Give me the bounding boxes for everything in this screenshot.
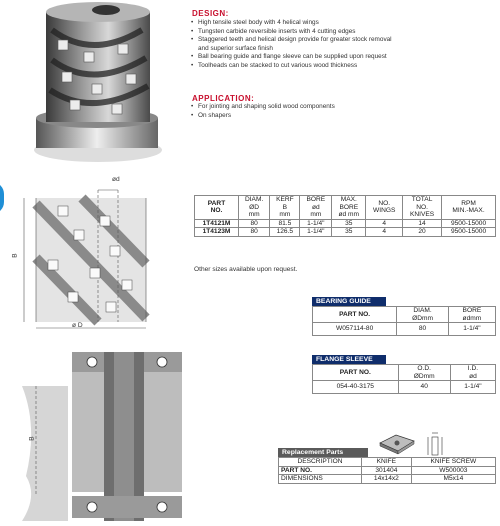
cell: 1-1/4" (300, 228, 332, 237)
list-item-continuation: and superior surface finish (198, 44, 273, 52)
header-text: DIAM. (413, 307, 432, 314)
col-max-bore (332, 196, 366, 220)
list-item: • Toolheads can be stacked to cut various wood thickness (191, 62, 496, 71)
availability-note: Other sizes available upon request. (194, 266, 298, 273)
header-text: ødmm (462, 314, 482, 322)
cell: 1T4123M (195, 228, 239, 237)
cross-section-drawing (18, 346, 183, 521)
cell: 20 (403, 228, 442, 237)
flange-sleeve-box (312, 355, 496, 394)
cell: 1T4121M (195, 219, 239, 228)
table-row (313, 323, 496, 336)
list-item (191, 45, 496, 54)
header-cell: PART NO. (313, 365, 399, 381)
cell: 40 (398, 381, 450, 394)
header-text: DIAM. (244, 196, 264, 203)
col-diam (239, 196, 270, 220)
cell: 80 (397, 323, 449, 336)
list-item: • Ball bearing guide and flange sleeve can be supplied upon request (191, 53, 496, 62)
header-text: BORE (462, 307, 482, 314)
flange-sleeve-title: FLANGE SLEEVE (312, 355, 386, 364)
replacement-parts-table (278, 457, 496, 484)
specs-table (194, 195, 496, 237)
cell: 35 (332, 228, 366, 237)
header-text: PART (207, 199, 226, 207)
cell: 80 (239, 219, 270, 228)
header-text: BORE (306, 196, 326, 203)
list-item: • On shapers (191, 112, 496, 121)
cell: 1-1/4" (448, 323, 495, 336)
header-text: mm (279, 211, 291, 219)
table-row (279, 466, 496, 475)
cell: 1-1/4" (300, 219, 332, 228)
header-text: WINGS (373, 207, 396, 215)
header-text: KNIVES (409, 211, 435, 219)
cell: PART NO. (279, 466, 362, 475)
table-header-row (313, 307, 496, 323)
bearing-guide-table (312, 306, 496, 336)
header-cell: PART NO. (313, 307, 397, 323)
header-cell: KNIFE SCREW (411, 458, 495, 467)
header-text: NO. (416, 203, 428, 211)
col-bore (300, 196, 332, 220)
replacement-parts-box (278, 448, 496, 484)
cell: 81.5 (270, 219, 300, 228)
bearing-guide-box (312, 297, 496, 336)
bearing-guide-title: BEARING GUIDE (312, 297, 386, 306)
list-item: • Staggered teeth and helical design provide for greater stock removal (191, 36, 496, 45)
header-text: ød (469, 372, 477, 380)
cell: 126.5 (270, 228, 300, 237)
header-text: ød (311, 203, 320, 211)
cell: 14 (403, 219, 442, 228)
header-text: ØDmm (413, 372, 435, 380)
table-row (279, 475, 496, 484)
cell: 4 (366, 228, 403, 237)
header-text: B (282, 203, 288, 211)
cell: 054-40-3175 (313, 381, 399, 394)
dim-label-od: ød (112, 176, 120, 183)
application-list (191, 103, 496, 120)
list-item: • High tensile steel body with 4 helical wings (191, 19, 496, 28)
cell: 1-1/4" (450, 381, 495, 394)
header-text: ØDmm (412, 314, 433, 322)
col-part-no (195, 196, 239, 220)
header-text: I.D. (467, 365, 479, 372)
cell: 35 (332, 219, 366, 228)
header-text: RPM (461, 199, 476, 207)
cutterhead-photo (22, 0, 174, 163)
dim-label-b: B (11, 253, 19, 258)
header-text: KERF (276, 196, 294, 203)
header-text: O.D. (417, 365, 431, 372)
cell: W500003 (411, 466, 495, 475)
cell: M5x14 (411, 475, 495, 484)
flange-sleeve-table (312, 364, 496, 394)
table-header-row (313, 365, 496, 381)
section-tab-marker (0, 182, 4, 214)
cell: 9500-15000 (442, 219, 496, 228)
table-header-row (195, 196, 496, 220)
header-cell (448, 307, 495, 323)
table-row (195, 219, 496, 228)
header-text: NO. (210, 207, 223, 215)
cell: W057114-80 (313, 323, 397, 336)
header-text: mm (310, 211, 322, 219)
header-text: ØD (249, 203, 260, 211)
table-row (195, 228, 496, 237)
cell: 14x14x2 (362, 475, 412, 484)
header-text: NO. (378, 199, 391, 207)
replacement-parts-title: Replacement Parts (278, 448, 368, 457)
header-cell (398, 365, 450, 381)
table-row (313, 381, 496, 394)
header-cell (397, 307, 449, 323)
table-header-row (279, 458, 496, 467)
list-item: • Tungsten carbide reversible inserts with 4 cutting edges (191, 28, 496, 37)
header-text: MAX. (340, 196, 357, 203)
design-heading: DESIGN: (192, 9, 229, 18)
header-text: BORE (339, 203, 359, 211)
cell: DIMENSIONS (279, 475, 362, 484)
dim-label-oD: ø D (72, 322, 83, 329)
list-item: • For jointing and shaping solid wood components (191, 103, 496, 112)
header-cell (450, 365, 495, 381)
header-text: MIN.-MAX. (452, 207, 485, 215)
insert-layout-drawing (18, 168, 183, 338)
dim-label-b-lower: B (28, 436, 36, 441)
cell: 4 (366, 219, 403, 228)
application-heading: APPLICATION: (192, 94, 255, 103)
cell: 80 (239, 228, 270, 237)
col-knives (403, 196, 442, 220)
col-wings (366, 196, 403, 220)
header-text: TOTAL (411, 196, 433, 203)
header-cell: KNIFE (362, 458, 412, 467)
cell: 9500-15000 (442, 228, 496, 237)
header-text: mm (248, 211, 260, 219)
col-rpm (442, 196, 496, 220)
col-kerf (270, 196, 300, 220)
design-list (191, 19, 496, 71)
header-cell: DESCRIPTION (279, 458, 362, 467)
cell: 301404 (362, 466, 412, 475)
header-text: ød mm (338, 211, 360, 219)
